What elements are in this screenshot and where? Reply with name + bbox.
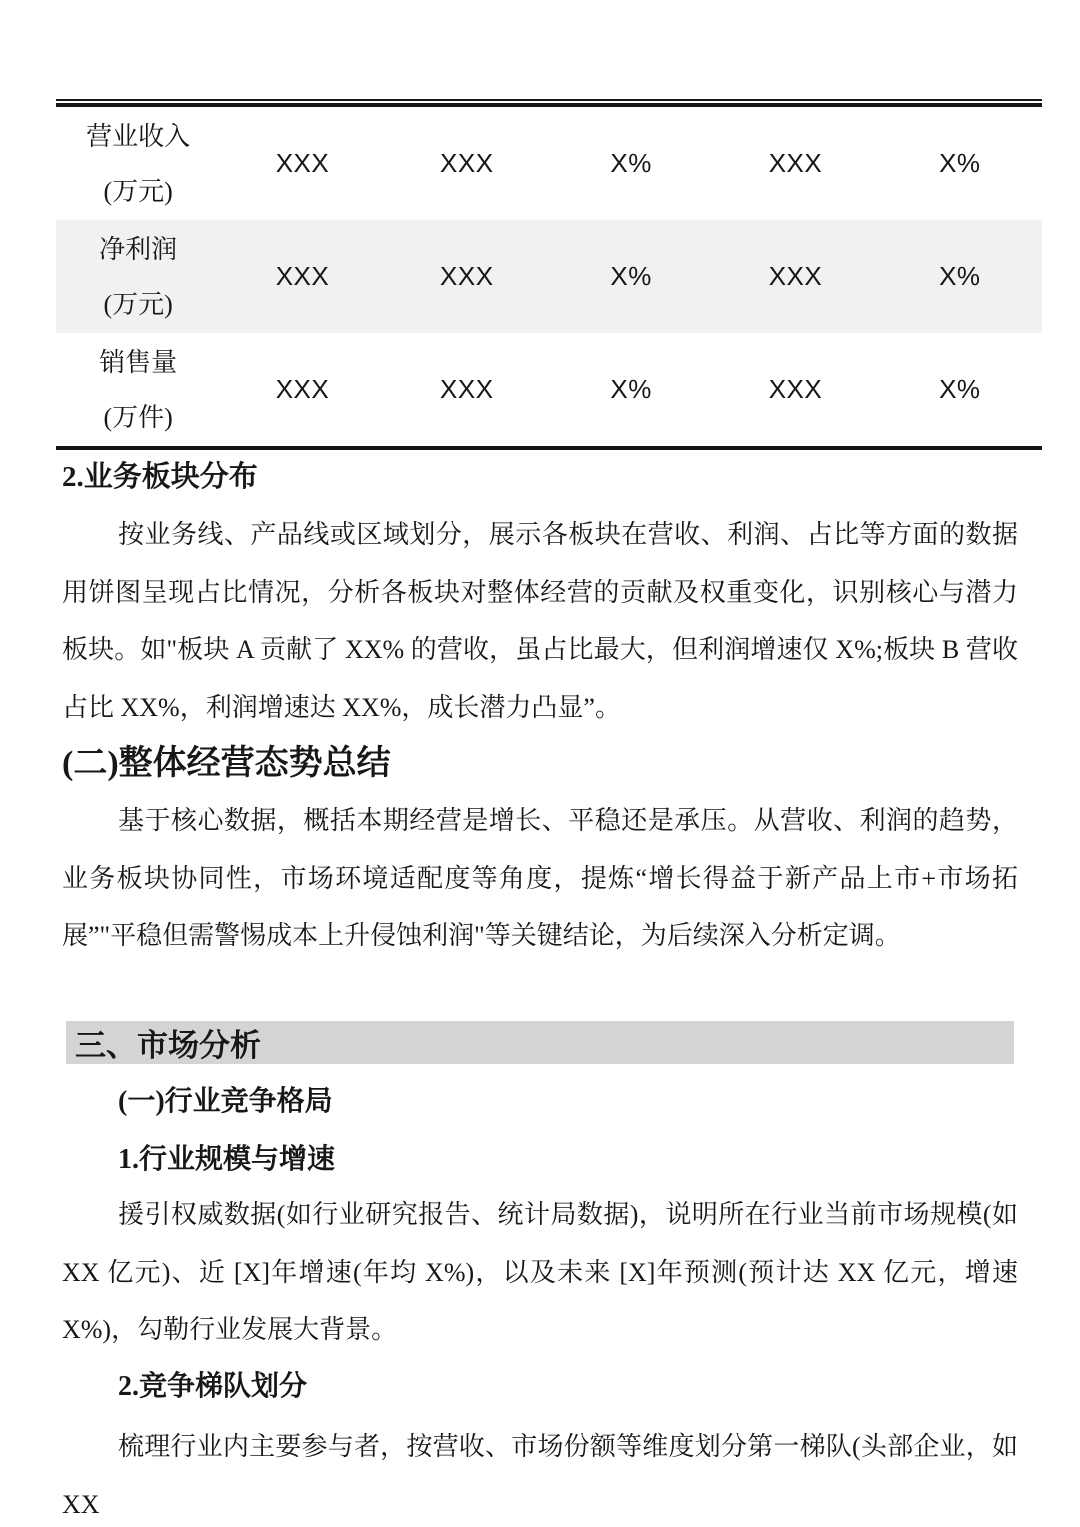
row-label-cell — [56, 220, 220, 333]
table-row — [56, 220, 1042, 333]
table-cell: XXX — [768, 148, 823, 178]
table-cell: XXX — [440, 261, 494, 291]
row-label: 营业收入 — [86, 121, 191, 151]
table-cell: X% — [610, 374, 652, 404]
table-cell: X% — [939, 261, 981, 291]
sec3-1-1-heading: 1.行业规模与增速 — [118, 1144, 336, 1175]
row-unit: (万元) — [103, 289, 173, 319]
summary-paragraph: 基于核心数据，概括本期经营是增长、平稳还是承压。从营收、利润的趋势，业务板块协同性，市场环境适配度等角度，提炼“增长得益于新产品上市+市场拓展”"平稳但需警惕成本上升侵蚀利润"等关键结论，为后续深入分析定调。 — [62, 806, 1018, 950]
summary-heading: (二)整体经营态势总结 — [62, 745, 391, 782]
table-bottom-rule — [56, 446, 1042, 450]
table-cell: XXX — [440, 374, 494, 404]
sec2-heading: 2.业务板块分布 — [62, 461, 258, 493]
sec3-1-heading: (一)行业竞争格局 — [118, 1086, 333, 1117]
table-cell: XXX — [768, 374, 823, 404]
table-cell: X% — [610, 148, 652, 178]
table-cell: XXX — [275, 261, 330, 291]
row-unit: (万元) — [103, 176, 173, 206]
sec2-paragraph: 按业务线、产品线或区域划分，展示各板块在营收、利润、占比等方面的数据用饼图呈现占比情况，分析各板块对整体经营的贡献及权重变化，识别核心与潜力板块。如"板块 A 贡献了 XX% 的营收，虽占比最大，但利润增速仅 X%;板块 B 营收占比 XX%，利润增速达 XX%，成长潜力凸显”。 — [62, 520, 1018, 722]
row-label-cell — [56, 333, 220, 446]
sec3-1-2-paragraph: 梳理行业内主要参与者，按营收、市场份额等维度划分第一梯队(头部企业，如 XX — [62, 1432, 1018, 1519]
financial-table — [56, 99, 1042, 450]
sec3-1-1-paragraph: 援引权威数据(如行业研究报告、统计局数据)，说明所在行业当前市场规模(如 XX 亿元)、近 [X]年增速(年均 X%)，以及未来 [X]年预测(预计达 XX 亿元，增速 X%)，勾勒行业发展大背景。 — [62, 1200, 1018, 1344]
table-cell: XXX — [440, 148, 494, 178]
row-label-cell — [56, 107, 220, 220]
table-cell: XXX — [275, 374, 330, 404]
row-unit: (万件) — [103, 402, 173, 432]
row-label: 销售量 — [99, 347, 178, 377]
table-row — [56, 333, 1042, 446]
table-cell: XXX — [275, 148, 330, 178]
row-label: 净利润 — [99, 234, 178, 264]
table-cell: X% — [939, 374, 981, 404]
table-cell: XXX — [768, 261, 823, 291]
sec3-1-2-heading: 2.竞争梯队划分 — [118, 1371, 308, 1402]
sec3-banner: 三、市场分析 — [66, 1021, 1014, 1064]
table-row — [56, 107, 1042, 220]
table-cell: X% — [610, 261, 652, 291]
table-cell: X% — [939, 148, 981, 178]
